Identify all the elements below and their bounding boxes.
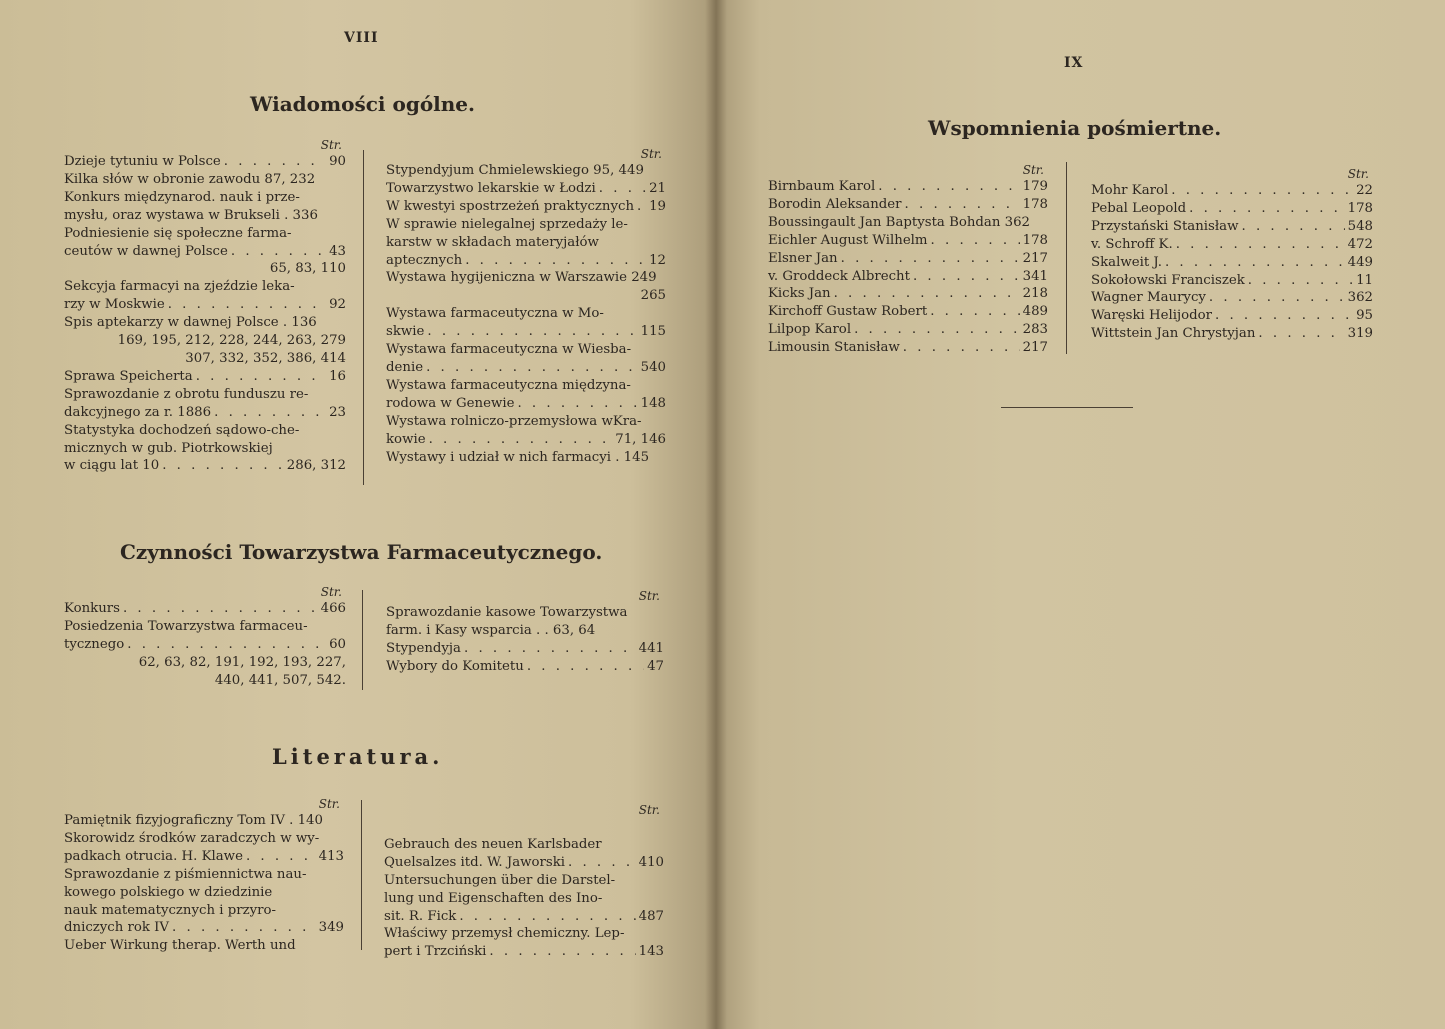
- page-ref: 362: [1347, 290, 1373, 306]
- entry-title: Lilpop Karol: [768, 322, 852, 338]
- index-entry: [384, 943, 664, 961]
- entry-title: Kirchoff Gustaw Robert: [768, 304, 928, 320]
- page-ref: 21: [649, 180, 666, 196]
- entry-title: Pamiętnik fizyjograficzny Tom IV . 140: [64, 813, 323, 828]
- leader-dots: [634, 198, 646, 216]
- leader-dots: [1206, 289, 1345, 307]
- index-entry: [1091, 236, 1373, 254]
- page-ref: 19: [649, 198, 666, 214]
- entry-title: Birnbaum Karol: [768, 179, 876, 194]
- index-entry: [768, 232, 1048, 250]
- entry-title: v. Schroff K.: [1091, 236, 1173, 252]
- index-column: [386, 588, 664, 676]
- str-label: Str.: [1347, 167, 1369, 181]
- page-ref: 148: [640, 395, 666, 411]
- entry-title: Kicks Jan: [768, 286, 831, 302]
- entry-title: Eichler August Wilhelm: [768, 232, 928, 248]
- leader-dots: [221, 153, 326, 171]
- entry-title: Wagner Maurycy: [1091, 290, 1206, 306]
- index-entry: [64, 332, 346, 350]
- leader-dots: [1173, 236, 1345, 254]
- index-entry: [386, 341, 666, 359]
- entry-title: micznych w gub. Piotrkowskiej: [64, 440, 273, 456]
- index-entry: [386, 198, 666, 216]
- index-entry: [64, 243, 346, 261]
- entry-title: 62, 63, 82, 191, 192, 193, 227,: [138, 654, 346, 670]
- leader-dots: [524, 658, 644, 676]
- page-ref: 540: [640, 359, 666, 375]
- page-ref: 71, 146: [615, 431, 666, 447]
- leader-dots: [900, 339, 1020, 357]
- index-entry: [64, 296, 346, 314]
- entry-title: tycznego: [64, 636, 125, 652]
- index-entry: [384, 818, 664, 836]
- page-ref: 217: [1022, 340, 1048, 356]
- entry-title: Kilka słów w obronie zawodu 87, 232: [64, 171, 316, 187]
- page-ref: 179: [1022, 179, 1048, 194]
- leader-dots: [228, 243, 326, 261]
- page-ref: 449: [1347, 254, 1373, 270]
- str-label: Str.: [640, 147, 662, 161]
- index-entry: [768, 303, 1048, 321]
- entry-title: Wystawa farmaceutyczna w Mo-: [386, 306, 604, 322]
- entry-title: Sokołowski Franciszek: [1091, 272, 1245, 288]
- leader-dots: [1168, 182, 1353, 200]
- entry-title: farm. i Kasy wsparcia . . 63, 64: [386, 622, 596, 638]
- leader-dots: [596, 180, 646, 198]
- str-label: Str.: [320, 138, 342, 152]
- index-entry: [386, 305, 666, 323]
- page-ref: 115: [640, 324, 666, 340]
- right-page: [716, 0, 1445, 1029]
- index-column: [386, 146, 666, 466]
- index-entry: [384, 925, 664, 943]
- page-ref: 341: [1022, 268, 1048, 284]
- page-number: VIII: [344, 30, 379, 46]
- page-ref: 286, 312: [286, 458, 346, 474]
- index-entry: [64, 457, 346, 475]
- index-entry: [384, 908, 664, 926]
- page-ref: 319: [1347, 326, 1373, 342]
- entry-title: v. Groddeck Albrecht: [768, 268, 910, 284]
- entry-title: Sprawozdanie z piśmiennictwa nau-: [64, 866, 307, 882]
- index-entry: [768, 214, 1048, 232]
- index-entry: [1091, 218, 1373, 236]
- index-entry: [64, 600, 346, 618]
- entry-title: Quelsalzes itd. W. Jaworski: [384, 854, 566, 870]
- entry-title: Mohr Karol: [1091, 183, 1169, 198]
- entry-title: Konkurs: [64, 601, 120, 616]
- index-column: [384, 802, 664, 961]
- leader-dots: [1162, 254, 1345, 272]
- page-ref: 489: [1022, 304, 1048, 320]
- index-entry: [64, 278, 346, 296]
- index-entry: [768, 268, 1048, 286]
- index-column: [64, 137, 346, 475]
- entry-title: Elsner Jan: [768, 250, 838, 266]
- entry-title: Przystański Stanisław: [1091, 218, 1239, 234]
- index-entry: [386, 180, 666, 198]
- index-entry: [64, 636, 346, 654]
- index-entry: [768, 321, 1048, 339]
- index-entry: [386, 269, 666, 287]
- entry-title: Sprawozdanie kasowe Towarzystwa: [386, 605, 628, 620]
- index-entry: [64, 672, 346, 690]
- page-number: IX: [1064, 55, 1084, 71]
- entry-title: Wystawa rolniczo-przemysłowa wKra-: [386, 413, 642, 429]
- index-column: [1091, 166, 1373, 343]
- column-divider: [363, 150, 364, 485]
- index-entry: [64, 368, 346, 386]
- page-ref: 413: [318, 848, 344, 864]
- entry-title: Boussingault Jan Baptysta Bohdan 362: [768, 214, 1031, 230]
- index-entry: [1091, 254, 1373, 272]
- index-entry: [64, 884, 344, 902]
- column-divider: [361, 800, 362, 950]
- index-entry: [64, 848, 344, 866]
- index-entry: [386, 604, 664, 622]
- end-rule: [1001, 407, 1133, 408]
- index-entry: [386, 413, 666, 431]
- entry-title: Wittstein Jan Chrystyjan: [1091, 326, 1256, 342]
- entry-title: pert i Trzciński: [384, 944, 487, 960]
- page-ref: 23: [329, 404, 346, 420]
- leader-dots: [902, 196, 1020, 214]
- index-entry: [1091, 325, 1373, 343]
- index-entry: [64, 422, 346, 440]
- index-entry: [384, 854, 664, 872]
- page-ref: 12: [649, 252, 666, 268]
- column-divider: [1066, 162, 1067, 354]
- leader-dots: [831, 285, 1020, 303]
- page-ref: 441: [638, 640, 664, 656]
- entry-title: Sprawa Speicherta: [64, 368, 193, 384]
- index-entry: [384, 890, 664, 908]
- index-entry: [64, 225, 346, 243]
- page-ref: 349: [318, 920, 344, 936]
- entry-title: Konkurs międzynarod. nauk i prze-: [64, 189, 300, 205]
- page-ref: 466: [320, 601, 346, 616]
- page-ref: 178: [1022, 232, 1048, 248]
- entry-title: 65, 83, 110: [269, 261, 346, 277]
- column-divider: [362, 590, 363, 690]
- leader-dots: [565, 854, 636, 872]
- left-page: [0, 0, 716, 1029]
- index-entry: [64, 654, 346, 672]
- page-ref: 472: [1347, 236, 1373, 252]
- entry-title: W sprawie nielegalnej sprzedaży le-: [386, 216, 628, 232]
- index-entry: [64, 830, 344, 848]
- page-ref: 11: [1356, 272, 1373, 288]
- entry-title: Towarzystwo lekarskie w Łodzi: [386, 180, 596, 196]
- index-entry: [768, 285, 1048, 303]
- index-column: [768, 162, 1048, 357]
- leader-dots: [159, 457, 284, 475]
- entry-title: aptecznych: [386, 252, 463, 268]
- entry-title: lung und Eigenschaften des Ino-: [384, 890, 603, 906]
- index-entry: [64, 350, 346, 368]
- section-heading-society: Czynności Towarzystwa Farmaceutycznego.: [120, 540, 603, 564]
- index-entry: [64, 902, 344, 920]
- entry-title: W kwestyi spostrzeżeń praktycznych: [386, 198, 635, 214]
- index-entry: [1091, 200, 1373, 218]
- leader-dots: [211, 404, 326, 422]
- str-label: Str.: [1022, 163, 1044, 177]
- entry-title: Untersuchungen über die Darstel-: [384, 872, 616, 888]
- entry-title: 265: [640, 288, 666, 304]
- index-entry: [64, 866, 344, 884]
- index-entry: [64, 812, 344, 830]
- entry-title: Skorowidz środków zaradczych w wy-: [64, 830, 320, 846]
- page-ref: 218: [1022, 286, 1048, 302]
- index-entry: [64, 189, 346, 207]
- page-ref: 92: [329, 297, 346, 313]
- index-entry: [386, 377, 666, 395]
- index-entry: [386, 234, 666, 252]
- index-entry: [768, 178, 1048, 196]
- leader-dots: [120, 600, 318, 618]
- str-label: Str.: [318, 797, 340, 811]
- entry-title: Posiedzenia Towarzystwa farmaceu-: [64, 618, 308, 634]
- section-heading-general: Wiadomości ogólne.: [250, 92, 475, 116]
- page-ref: 60: [329, 636, 346, 652]
- leader-dots: [1245, 272, 1353, 290]
- entry-title: Borodin Aleksander: [768, 196, 902, 212]
- leader-dots: [243, 848, 316, 866]
- index-column: [64, 796, 344, 955]
- leader-dots: [1186, 200, 1344, 218]
- page-ref: 43: [329, 243, 346, 259]
- str-label: Str.: [320, 585, 342, 599]
- page-ref: 283: [1022, 322, 1048, 338]
- leader-dots: [910, 268, 1020, 286]
- index-entry: [386, 252, 666, 270]
- index-entry: [386, 640, 664, 658]
- index-entry: [64, 440, 346, 458]
- page-ref: 410: [638, 854, 664, 870]
- entry-title: Gebrauch des neuen Karlsbader: [384, 836, 602, 852]
- str-label: Str.: [638, 589, 660, 603]
- entry-title: kowie: [386, 431, 426, 447]
- entry-title: Dzieje tytuniu w Polsce: [64, 154, 221, 169]
- page-ref: 16: [329, 368, 346, 384]
- index-entry: [386, 359, 666, 377]
- index-entry: [768, 339, 1048, 357]
- entry-title: Limousin Stanisław: [768, 340, 900, 356]
- index-entry: [1091, 307, 1373, 325]
- index-entry: [64, 314, 346, 332]
- entry-title: Wystawa farmaceutyczna międzyna-: [386, 377, 631, 393]
- entry-title: Wystawa hygijeniczna w Warszawie 249: [386, 270, 657, 286]
- leader-dots: [424, 323, 637, 341]
- entry-title: kowego polskiego w dziedzinie: [64, 884, 273, 900]
- index-entry: [386, 323, 666, 341]
- index-entry: [386, 431, 666, 449]
- entry-title: Wystawa farmaceutyczna w Wiesba-: [386, 342, 632, 358]
- index-entry: [386, 287, 666, 305]
- leader-dots: [928, 232, 1020, 250]
- index-entry: [384, 872, 664, 890]
- index-entry: [64, 171, 346, 189]
- leader-dots: [124, 636, 326, 654]
- entry-title: Sprawozdanie z obrotu funduszu re-: [64, 386, 309, 402]
- entry-title: 169, 195, 212, 228, 244, 263, 279: [117, 333, 346, 349]
- entry-title: Pebal Leopold: [1091, 200, 1187, 216]
- leader-dots: [165, 296, 326, 314]
- index-entry: [64, 919, 344, 937]
- entry-title: mysłu, oraz wystawa w Brukseli . 336: [64, 207, 318, 223]
- index-entry: [384, 836, 664, 854]
- entry-title: 440, 441, 507, 542.: [214, 672, 346, 688]
- index-entry: [1091, 182, 1373, 200]
- leader-dots: [1212, 307, 1353, 325]
- leader-dots: [514, 395, 637, 413]
- section-heading-obituaries: Wspomnienia pośmiertne.: [928, 116, 1222, 140]
- page-ref: 90: [329, 154, 346, 169]
- index-entry: [768, 196, 1048, 214]
- index-entry: [64, 260, 346, 278]
- entry-title: Sekcyja farmacyi na zjeździe leka-: [64, 279, 295, 295]
- section-heading-literature: Literatura.: [272, 744, 444, 769]
- page-ref: 95: [1356, 308, 1373, 324]
- entry-title: karstw w składach materyjałów: [386, 234, 599, 250]
- entry-title: Wybory do Komitetu: [386, 658, 524, 674]
- leader-dots: [851, 321, 1020, 339]
- entry-title: padkach otrucia. H. Klawe: [64, 848, 243, 864]
- page-ref: 178: [1347, 200, 1373, 216]
- leader-dots: [169, 919, 316, 937]
- index-column: [64, 584, 346, 690]
- page-ref: 47: [647, 658, 664, 674]
- page-ref: 487: [638, 908, 664, 924]
- entry-title: sit. R. Fick: [384, 908, 457, 924]
- index-entry: [386, 622, 664, 640]
- index-entry: [386, 395, 666, 413]
- entry-title: denie: [386, 359, 424, 375]
- entry-title: 307, 332, 352, 386, 414: [185, 350, 346, 366]
- index-entry: [386, 449, 666, 467]
- book-gutter: [705, 0, 727, 1029]
- leader-dots: [875, 178, 1019, 196]
- leader-dots: [462, 252, 646, 270]
- entry-title: Ueber Wirkung therap. Werth und: [64, 938, 296, 954]
- index-entry: [768, 250, 1048, 268]
- entry-title: w ciągu lat 10: [64, 458, 160, 474]
- entry-title: rodowa w Genewie: [386, 395, 515, 411]
- entry-title: rzy w Moskwie: [64, 297, 165, 313]
- leader-dots: [426, 431, 613, 449]
- entry-title: dakcyjnego za r. 1886: [64, 404, 212, 420]
- entry-title: Podniesienie się społeczne farma-: [64, 225, 292, 241]
- leader-dots: [423, 359, 638, 377]
- index-entry: [64, 153, 346, 171]
- leader-dots: [461, 640, 636, 658]
- index-entry: [64, 386, 346, 404]
- entry-title: ceutów w dawnej Polsce: [64, 243, 228, 259]
- str-label: Str.: [638, 803, 660, 817]
- index-entry: [1091, 272, 1373, 290]
- leader-dots: [1238, 218, 1344, 236]
- index-entry: [64, 618, 346, 636]
- entry-title: Stypendyjum Chmielewskiego 95, 449: [386, 163, 644, 178]
- entry-title: nauk matematycznych i przyro-: [64, 902, 276, 918]
- index-entry: [1091, 289, 1373, 307]
- page-ref: 548: [1347, 218, 1373, 234]
- entry-title: Właściwy przemysł chemiczny. Lep-: [384, 926, 625, 942]
- index-entry: [386, 162, 666, 180]
- leader-dots: [1255, 325, 1344, 343]
- index-entry: [386, 216, 666, 234]
- index-entry: [64, 207, 346, 225]
- entry-title: Waręski Helijodor: [1091, 308, 1212, 324]
- entry-title: Spis aptekarzy w dawnej Polsce . 136: [64, 315, 317, 331]
- leader-dots: [838, 250, 1020, 268]
- leader-dots: [927, 303, 1019, 321]
- page-ref: 217: [1022, 250, 1048, 266]
- leader-dots: [193, 368, 326, 386]
- index-entry: [64, 937, 344, 955]
- entry-title: Statystyka dochodzeń sądowo-che-: [64, 422, 300, 438]
- leader-dots: [456, 908, 635, 926]
- index-entry: [64, 404, 346, 422]
- page-ref: 178: [1022, 196, 1048, 212]
- page-ref: 22: [1356, 183, 1373, 198]
- entry-title: Skalweit J.: [1091, 254, 1162, 270]
- entry-title: Wystawy i udział w nich farmacyi . 145: [386, 449, 650, 465]
- page-ref: 143: [638, 944, 664, 960]
- leader-dots: [486, 943, 635, 961]
- index-entry: [386, 658, 664, 676]
- entry-title: skwie: [386, 324, 425, 340]
- entry-title: Stypendyja: [386, 640, 461, 656]
- entry-title: dniczych rok IV: [64, 920, 170, 936]
